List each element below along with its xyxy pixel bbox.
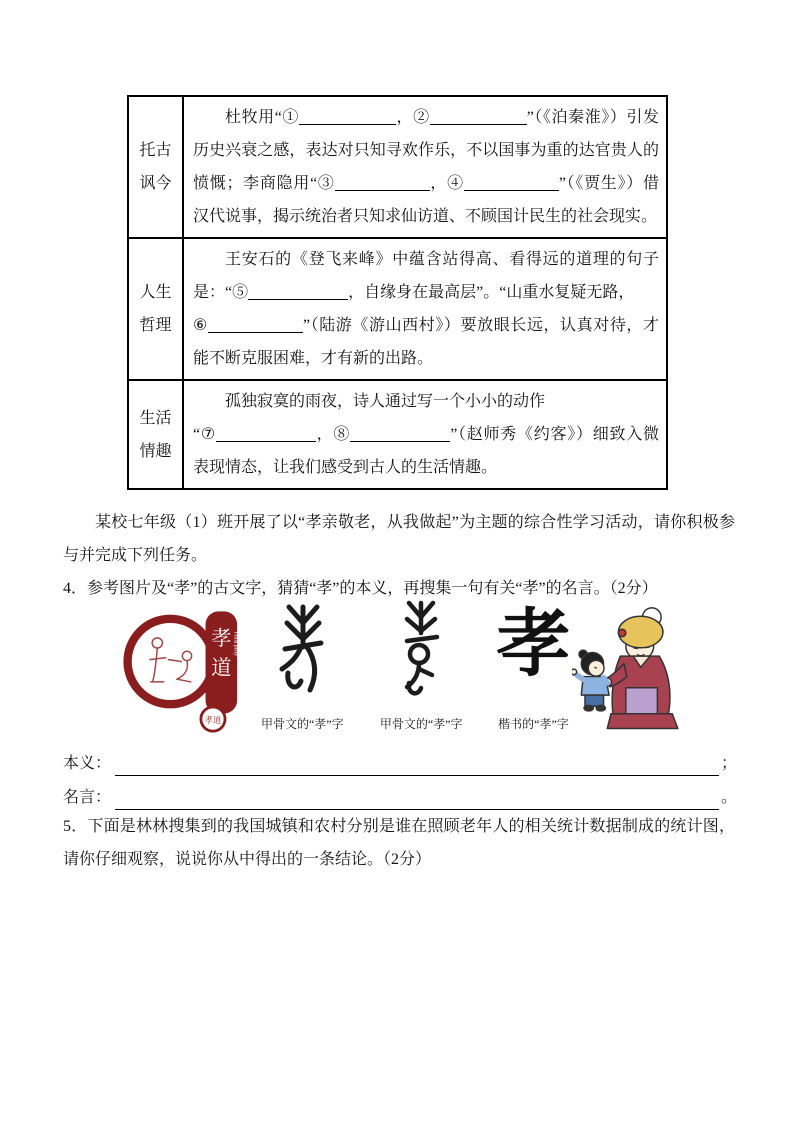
category-line: 生活 — [139, 409, 172, 427]
famous-saying-answer-line[interactable] — [115, 788, 719, 810]
table-row — [128, 380, 667, 489]
svg-text:Filial piety: Filial piety — [232, 631, 239, 657]
table-row — [128, 238, 667, 380]
poetry-theme-table — [127, 95, 668, 490]
answer-blank[interactable] — [248, 283, 348, 300]
child-helping-grandmother-illustration — [572, 597, 682, 745]
glyph-caption: 楷书的“孝”字 — [498, 717, 569, 731]
poetry-cloze-text: 孤独寂寞的雨夜，诗人通过写一个小小的动作 “⑦ ，⑧ ”（赵师秀《约客》）细致入微表现情态，让我们感受到古人的生活情趣。 — [193, 393, 659, 476]
row-category-tuogufengjin — [128, 96, 183, 238]
answer-blank[interactable] — [350, 425, 450, 442]
answer-blank[interactable] — [335, 174, 430, 191]
activity-intro-paragraph: 某校七年级（1）班开展了以“孝亲敬老，从我做起”为主题的综合性学习活动，请你积极参与并完成下列任务。 — [63, 514, 735, 564]
filial-piety-seal-icon — [122, 597, 241, 739]
famous-saying-answer-row — [63, 784, 737, 810]
svg-text:孝: 孝 — [211, 627, 232, 650]
famous-saying-label: 名言： — [63, 789, 112, 806]
line-end-punctuation: ； — [720, 755, 737, 772]
xiao-character-image-strip — [122, 597, 682, 747]
answer-blank[interactable] — [208, 316, 303, 333]
original-meaning-answer-line[interactable] — [115, 754, 719, 776]
row-category-shenghuoqingqu — [128, 380, 183, 489]
category-line: 情趣 — [139, 442, 172, 460]
oracle-glyph-1-icon — [255, 597, 350, 697]
category-line: 哲理 — [139, 317, 172, 334]
oracle-script-xiao-1 — [255, 597, 350, 731]
glyph-caption: 甲骨文的“孝”字 — [379, 717, 463, 731]
category-line: 人生 — [139, 284, 172, 301]
poetry-cloze-text: 王安石的《登飞来峰》中蕴含站得高、看得远的道理的句子是：“⑤ ，自缘身在最高层”。“山重水复疑无路， ⑥ ”（陆游《游山西村》）要放眼长远，认真对待，才能不断克服困难，才有新的出路。 — [193, 251, 659, 367]
question-4-text: 4．参考图片及“孝”的古文字，猜猜“孝”的本义，再搜集一句有关“孝”的名言。（2分） — [63, 580, 658, 597]
line-end-punctuation: 。 — [720, 789, 737, 806]
answer-blank[interactable] — [430, 108, 527, 125]
svg-text:道: 道 — [211, 657, 232, 680]
table-row — [128, 96, 667, 238]
original-meaning-label: 本义： — [63, 755, 112, 772]
answer-blank[interactable] — [299, 108, 396, 125]
answer-blank[interactable] — [464, 174, 559, 191]
row-content — [183, 238, 667, 380]
poetry-cloze-text: 杜牧用“① ，② ”（《泊秦淮》）引发历史兴衰之感，表达对只知寻欢作乐，不以国事为重的达官贵人的愤慨；李商隐用“③ ，④ ”（《贾生》）借汉代说事，揭示统治者只知求仙访道、不顾国计民生的社会现实。 — [193, 109, 659, 225]
category-line: 讽今 — [139, 175, 172, 192]
glyph-caption: 甲骨文的“孝”字 — [260, 717, 344, 731]
oracle-script-xiao-2 — [380, 597, 463, 731]
category-line: 托古 — [139, 142, 172, 159]
svg-text:孝道: 孝道 — [204, 715, 222, 725]
kaishu-xiao-block — [496, 597, 570, 731]
row-content — [183, 96, 667, 238]
row-content — [183, 380, 667, 489]
answer-blank[interactable] — [216, 425, 316, 442]
original-meaning-answer-row — [63, 750, 737, 776]
question-5-text: 5．下面是林林搜集到的我国城镇和农村分别是谁在照顾老年人的相关统计数据制成的统计图，请你仔细观察，说说你从中得出的一条结论。（2分） — [63, 818, 735, 868]
row-category-renshengzheli — [128, 238, 183, 380]
oracle-glyph-2-icon — [385, 597, 457, 702]
kaishu-xiao-character: 孝 — [496, 604, 571, 686]
